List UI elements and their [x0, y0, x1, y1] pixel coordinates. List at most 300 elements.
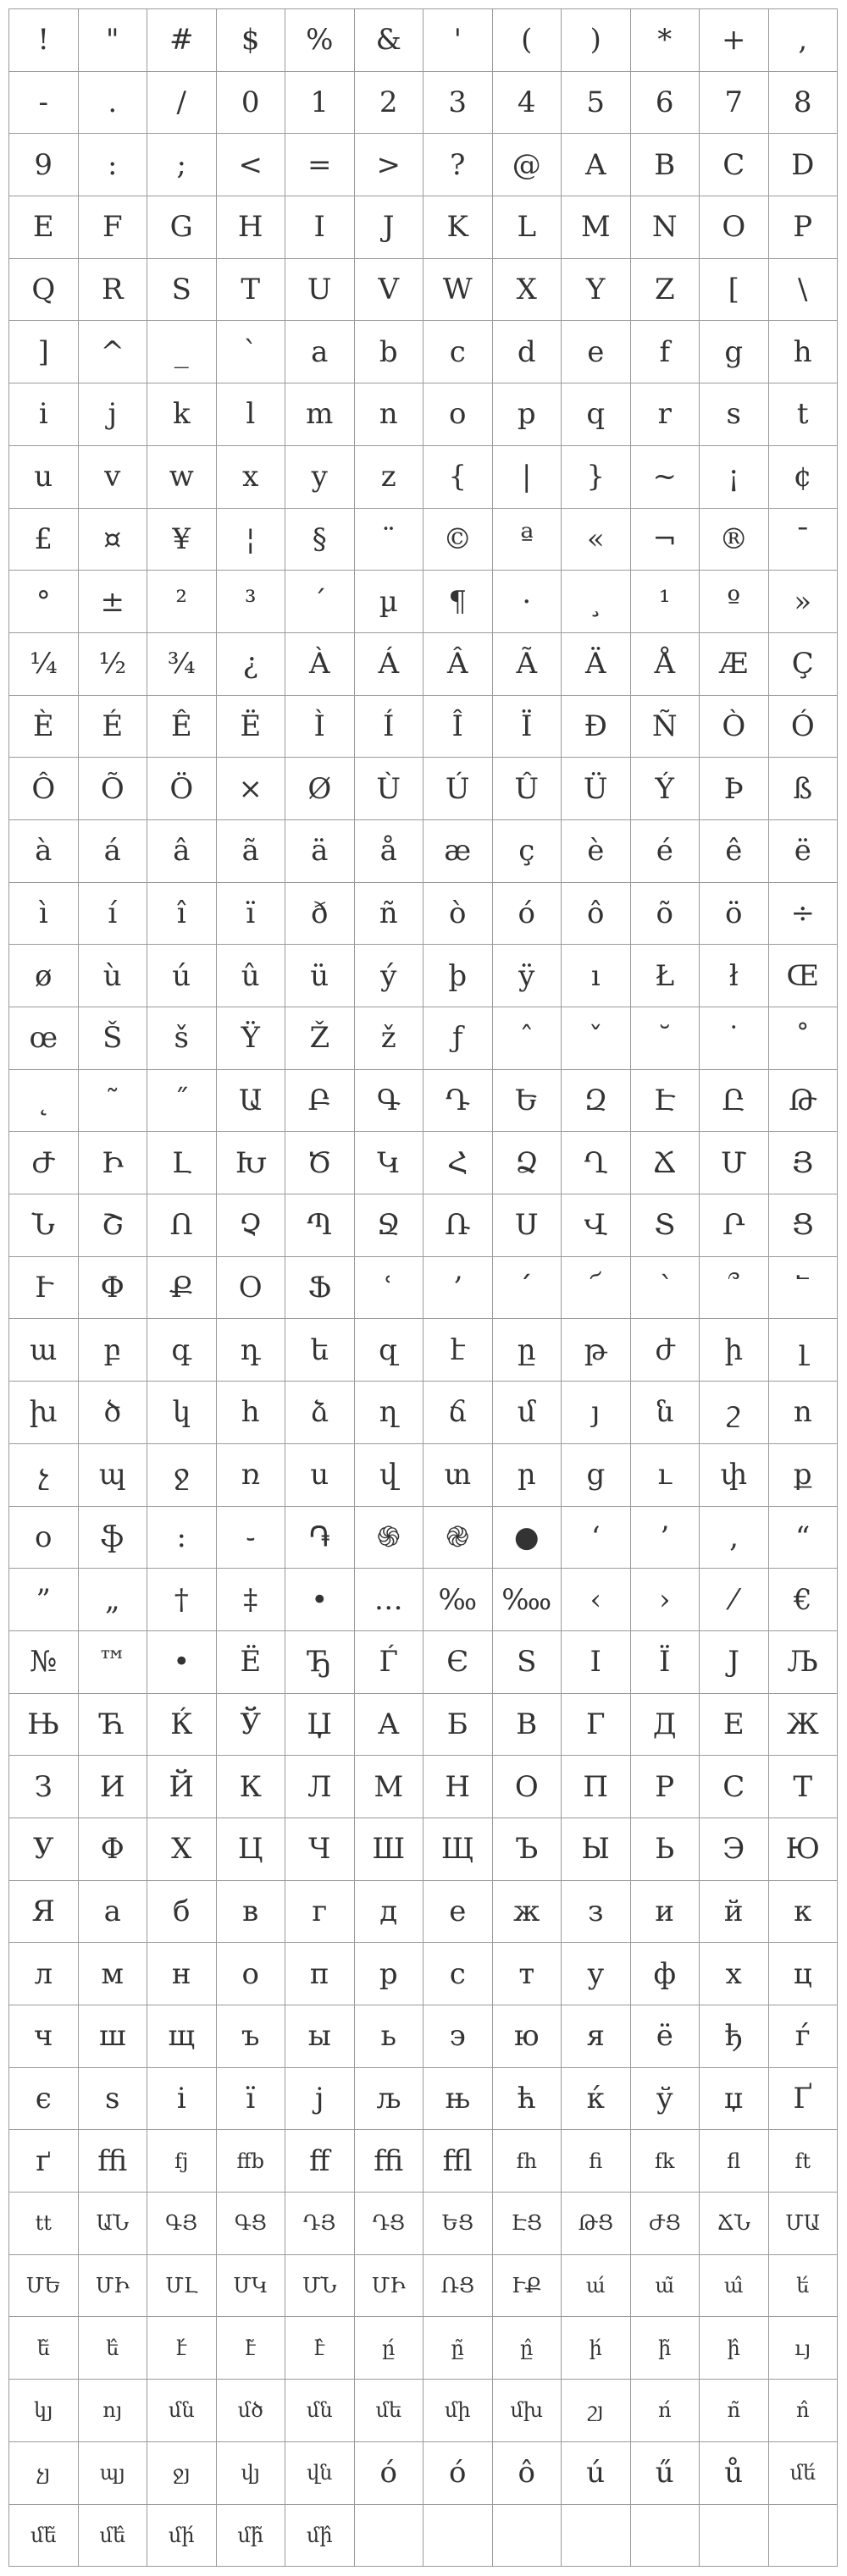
glyph-cell: X [493, 259, 562, 322]
glyph-cell: ˛ [9, 1070, 79, 1133]
glyph-cell: ֏ [285, 1507, 355, 1569]
glyph-cell: Ս [493, 1194, 562, 1257]
glyph-cell: Ի [79, 1132, 148, 1194]
glyph-cell: ž [355, 1007, 424, 1070]
glyph-cell: Ã [493, 633, 562, 696]
glyph-cell: « [562, 509, 631, 571]
glyph-cell: º [700, 571, 769, 633]
glyph-cell: ՒՔ [493, 2255, 562, 2318]
glyph-cell: К [217, 1756, 286, 1818]
glyph-cell: u [9, 446, 79, 509]
glyph-cell: û [217, 945, 286, 1007]
glyph-cell: ´ [285, 571, 355, 633]
glyph-cell: fk [631, 2130, 700, 2193]
glyph-cell: і [147, 2068, 217, 2131]
glyph-cell: ¾ [147, 633, 217, 696]
glyph-cell: M [562, 196, 631, 259]
glyph-cell: 2 [355, 72, 424, 135]
glyph-cell: շյ [562, 2380, 631, 2442]
glyph-cell: ը [493, 1319, 562, 1382]
glyph-cell: И [79, 1756, 148, 1818]
glyph-cell: ՄԱ [769, 2193, 839, 2255]
glyph-cell: Ñ [631, 696, 700, 758]
glyph-cell: ա̂ [700, 2255, 769, 2318]
glyph-cell: " [79, 9, 148, 72]
glyph-cell: ) [562, 9, 631, 72]
glyph-cell: չ [9, 1444, 79, 1507]
glyph-cell: ’ [631, 1507, 700, 1569]
glyph-cell: մի́ [147, 2505, 217, 2568]
glyph-cell: # [147, 9, 217, 72]
glyph-cell: Š [79, 1007, 148, 1070]
glyph-cell: v [79, 446, 148, 509]
glyph-cell: ű [631, 2442, 700, 2505]
glyph-cell: Á [355, 633, 424, 696]
glyph-cell: ï [217, 883, 286, 946]
glyph-cell: փ [700, 1444, 769, 1507]
glyph-cell: “ [769, 1507, 839, 1569]
glyph-cell: f [631, 321, 700, 383]
glyph-cell: Ï [493, 696, 562, 758]
glyph-cell: Ò [700, 696, 769, 758]
glyph-cell: է́ [147, 2317, 217, 2380]
glyph-cell: c [424, 321, 493, 383]
glyph-cell: Է [631, 1070, 700, 1133]
glyph-cell: ե̂ [79, 2317, 148, 2380]
glyph-cell: s [700, 383, 769, 446]
glyph-cell: Ä [562, 633, 631, 696]
glyph-cell: Ы [562, 1818, 631, 1881]
glyph-cell: , [769, 9, 839, 72]
glyph-cell: Պ [285, 1194, 355, 1257]
glyph-cell: է̂ [285, 2317, 355, 2380]
glyph-cell: è [562, 820, 631, 883]
glyph-cell: · [493, 571, 562, 633]
glyph-cell: Բ [285, 1070, 355, 1133]
glyph-cell: ˇ [562, 1007, 631, 1070]
glyph-cell: ђ [700, 2005, 769, 2068]
glyph-cell: ® [700, 509, 769, 571]
glyph-cell: հ [217, 1382, 286, 1444]
glyph-cell: Ո [147, 1194, 217, 1257]
glyph-cell: ‰ [424, 1569, 493, 1631]
glyph-cell: ջյ [147, 2442, 217, 2505]
glyph-cell: 7 [700, 72, 769, 135]
glyph-cell: Г [562, 1694, 631, 1757]
glyph-cell: ֎ [424, 1507, 493, 1569]
glyph-cell: М [355, 1756, 424, 1818]
glyph-cell: J [355, 196, 424, 259]
glyph-cell: ы [285, 2005, 355, 2068]
glyph-cell: ° [9, 571, 79, 633]
glyph-cell: U [285, 259, 355, 322]
glyph-cell: Գ [355, 1070, 424, 1133]
glyph-cell: А [355, 1694, 424, 1757]
glyph-cell: ե̃ [9, 2317, 79, 2380]
glyph-cell: о [217, 1943, 286, 2005]
glyph-cell: Տ [631, 1194, 700, 1257]
glyph-cell: չյ [9, 2442, 79, 2505]
glyph-cell: ¬ [631, 509, 700, 571]
glyph-cell: < [217, 134, 286, 196]
glyph-cell: Ї [631, 1631, 700, 1694]
glyph-cell: պ [79, 1444, 148, 1507]
glyph-cell: È [9, 696, 79, 758]
glyph-cell: Ÿ [217, 1007, 286, 1070]
glyph-cell: զ [355, 1319, 424, 1382]
glyph-cell: щ [147, 2005, 217, 2068]
glyph-cell: … [355, 1569, 424, 1631]
glyph-cell: ¸ [562, 571, 631, 633]
glyph-cell: и [631, 1881, 700, 1944]
glyph-cell: ձ [285, 1382, 355, 1444]
glyph-cell: л [9, 1943, 79, 2005]
glyph-cell: Ù [355, 758, 424, 820]
glyph-cell-empty [631, 2505, 700, 2568]
glyph-cell: Խ [217, 1132, 286, 1194]
glyph-cell: Œ [769, 945, 839, 1007]
glyph-cell: t [769, 383, 839, 446]
glyph-cell: ˝ [147, 1070, 217, 1133]
glyph-cell: r [631, 383, 700, 446]
glyph-cell: Ժ [9, 1132, 79, 1194]
glyph-cell: ԳՑ [217, 2193, 286, 2255]
glyph-cell: ú [147, 945, 217, 1007]
glyph-cell-empty [769, 2505, 839, 2568]
glyph-cell: ﬃ [355, 2130, 424, 2193]
glyph-cell: ո̃ [700, 2380, 769, 2442]
glyph-cell: Ê [147, 696, 217, 758]
glyph-cell: Х [147, 1818, 217, 1881]
glyph-cell: ԹՑ [562, 2193, 631, 2255]
glyph-cell: օ [9, 1507, 79, 1569]
glyph-cell: ¡ [700, 446, 769, 509]
glyph-cell: Ö [147, 758, 217, 820]
glyph-cell: к [769, 1881, 839, 1944]
glyph-cell: ՟ [769, 1257, 839, 1320]
glyph-cell: Є [424, 1631, 493, 1694]
glyph-cell: Ё [217, 1631, 286, 1694]
glyph-cell: / [147, 72, 217, 135]
glyph-cell: ½ [79, 633, 148, 696]
glyph-cell: ջ [147, 1444, 217, 1507]
glyph-cell: Р [631, 1756, 700, 1818]
glyph-cell: Й [147, 1756, 217, 1818]
glyph-cell: - [9, 72, 79, 135]
glyph-cell: ў [631, 2068, 700, 2131]
glyph-cell: թ [562, 1319, 631, 1382]
glyph-cell: а [79, 1881, 148, 1944]
glyph-cell: ( [493, 9, 562, 72]
glyph-cell: þ [424, 945, 493, 1007]
glyph-cell: І [562, 1631, 631, 1694]
glyph-cell: ì [9, 883, 79, 946]
glyph-cell: ԴՑ [355, 2193, 424, 2255]
glyph-cell: ՝ [631, 1257, 700, 1320]
glyph-cell: Ш [355, 1818, 424, 1881]
glyph-cell: ø [9, 945, 79, 1007]
glyph-cell: ը̂ [493, 2317, 562, 2380]
glyph-cell: ՄԻ [355, 2255, 424, 2318]
glyph-cell: կ [147, 1382, 217, 1444]
glyph-cell: tt [9, 2193, 79, 2255]
glyph-cell: m [285, 383, 355, 446]
glyph-cell: 8 [769, 72, 839, 135]
glyph-cell: ú [562, 2442, 631, 2505]
glyph-cell: ւյ [769, 2317, 839, 2380]
glyph-cell: ՄՆ [285, 2255, 355, 2318]
glyph-cell: ² [147, 571, 217, 633]
glyph-cell: o [424, 383, 493, 446]
glyph-cell: % [285, 9, 355, 72]
glyph-cell: ™ [79, 1631, 148, 1694]
glyph-cell: õ [631, 883, 700, 946]
glyph-cell: ՄԼ [147, 2255, 217, 2318]
glyph-cell: i [9, 383, 79, 446]
glyph-cell: ը̃ [424, 2317, 493, 2380]
glyph-cell: շ [700, 1382, 769, 1444]
glyph-cell: î [147, 883, 217, 946]
glyph-cell: ծ [79, 1382, 148, 1444]
glyph-cell: վ [355, 1444, 424, 1507]
glyph-cell: 1 [285, 72, 355, 135]
glyph-cell: } [562, 446, 631, 509]
glyph-cell: ^ [79, 321, 148, 383]
glyph-cell: ç [493, 820, 562, 883]
glyph-cell: П [562, 1756, 631, 1818]
glyph-cell: ե́ [769, 2255, 839, 2318]
glyph-cell: В [493, 1694, 562, 1757]
glyph-cell: Զ [562, 1070, 631, 1133]
glyph-cell: » [769, 571, 839, 633]
glyph-cell: Ø [285, 758, 355, 820]
glyph-cell: ա [9, 1319, 79, 1382]
glyph-cell: x [217, 446, 286, 509]
glyph-cell: ÿ [493, 945, 562, 1007]
glyph-cell: մ [493, 1382, 562, 1444]
glyph-cell: G [147, 196, 217, 259]
glyph-cell: յ [562, 1382, 631, 1444]
glyph-cell: ոյ [79, 2380, 148, 2442]
glyph-cell: C [700, 134, 769, 196]
glyph-cell: ﬃ [79, 2130, 148, 2193]
glyph-cell: ¯ [769, 509, 839, 571]
glyph-grid [8, 8, 838, 2567]
glyph-cell: я [562, 2005, 631, 2068]
glyph-cell: Ó [769, 696, 839, 758]
glyph-cell: Љ [769, 1631, 839, 1694]
glyph-cell: ˜ [79, 1070, 148, 1133]
glyph-cell: է [424, 1319, 493, 1382]
glyph-cell: с [424, 1943, 493, 2005]
glyph-cell: E [9, 196, 79, 259]
glyph-cell: ղ [355, 1382, 424, 1444]
glyph-cell: ; [147, 134, 217, 196]
glyph-cell: à [9, 820, 79, 883]
glyph-cell: ч [9, 2005, 79, 2068]
glyph-cell: * [631, 9, 700, 72]
glyph-cell: ⁄ [700, 1569, 769, 1631]
glyph-cell: [ [700, 259, 769, 322]
glyph-cell: í [79, 883, 148, 946]
glyph-cell: Е [700, 1694, 769, 1757]
glyph-cell: ” [9, 1569, 79, 1631]
glyph-cell: ъ [217, 2005, 286, 2068]
glyph-cell: Ձ [493, 1132, 562, 1194]
glyph-cell: $ [217, 9, 286, 72]
glyph-cell: Փ [79, 1257, 148, 1320]
glyph-cell: ՄԵ [9, 2255, 79, 2318]
glyph-cell: ։ [147, 1507, 217, 1569]
glyph-cell: լ [769, 1319, 839, 1382]
glyph-cell: ի̃ [631, 2317, 700, 2380]
glyph-cell: { [424, 446, 493, 509]
glyph-cell: A [562, 134, 631, 196]
glyph-cell: Ë [217, 696, 286, 758]
glyph-cell: Þ [700, 758, 769, 820]
glyph-cell: м [79, 1943, 148, 2005]
glyph-cell: é [631, 820, 700, 883]
glyph-cell: ց [562, 1444, 631, 1507]
glyph-cell: Ц [217, 1818, 286, 1881]
glyph-cell: ü [285, 945, 355, 1007]
glyph-cell: O [700, 196, 769, 259]
glyph-cell: ԺՑ [631, 2193, 700, 2255]
glyph-cell: ¦ [217, 509, 286, 571]
glyph-cell: ˚ [769, 1007, 839, 1070]
glyph-cell: Õ [79, 758, 148, 820]
glyph-cell: å [355, 820, 424, 883]
glyph-cell: Ú [424, 758, 493, 820]
glyph-cell: Դ [424, 1070, 493, 1133]
glyph-cell: æ [424, 820, 493, 883]
glyph-cell: ‱ [493, 1569, 562, 1631]
glyph-cell: Ў [217, 1694, 286, 1757]
glyph-cell: ь [355, 2005, 424, 2068]
glyph-cell: ı [562, 945, 631, 1007]
glyph-cell: ¿ [217, 633, 286, 696]
glyph-cell: ј [285, 2068, 355, 2131]
glyph-cell: ﬀ [285, 2130, 355, 2193]
glyph-cell: ß [769, 758, 839, 820]
glyph-cell: . [79, 72, 148, 135]
glyph-cell: ó [493, 883, 562, 946]
glyph-cell: ՌՑ [424, 2255, 493, 2318]
glyph-cell: À [285, 633, 355, 696]
glyph-cell: մի̃ [217, 2505, 286, 2568]
glyph-cell: 6 [631, 72, 700, 135]
glyph-cell: Ѕ [493, 1631, 562, 1694]
glyph-cell: Ա [217, 1070, 286, 1133]
glyph-cell: з [562, 1881, 631, 1944]
glyph-cell: ¼ [9, 633, 79, 696]
glyph-cell-empty [700, 2505, 769, 2568]
glyph-cell: Њ [9, 1694, 79, 1757]
glyph-cell: Ր [700, 1194, 769, 1257]
glyph-cell: Ъ [493, 1818, 562, 1881]
glyph-cell: З [9, 1756, 79, 1818]
glyph-cell: ÷ [769, 883, 839, 946]
glyph-cell: 9 [9, 134, 79, 196]
glyph-cell: б [147, 1881, 217, 1944]
glyph-cell: ¥ [147, 509, 217, 571]
glyph-cell: ã [217, 820, 286, 883]
glyph-cell: ք [769, 1444, 839, 1507]
glyph-cell: վյ [217, 2442, 286, 2505]
glyph-cell: ж [493, 1881, 562, 1944]
glyph-cell: ¶ [424, 571, 493, 633]
glyph-cell: Н [424, 1756, 493, 1818]
glyph-cell: ﬀb [217, 2130, 286, 2193]
glyph-cell: h [769, 321, 839, 383]
glyph-cell: µ [355, 571, 424, 633]
glyph-cell-empty [493, 2505, 562, 2568]
glyph-cell: † [147, 1569, 217, 1631]
glyph-cell: պյ [79, 2442, 148, 2505]
glyph-cell: ћ [493, 2068, 562, 2131]
glyph-cell: d [493, 321, 562, 383]
glyph-cell: ՄԻ [79, 2255, 148, 2318]
glyph-cell: I [285, 196, 355, 259]
glyph-cell: ֊ [217, 1507, 286, 1569]
glyph-cell: ô [562, 883, 631, 946]
glyph-cell: T [217, 259, 286, 322]
glyph-cell: : [79, 134, 148, 196]
glyph-cell: կյ [9, 2380, 79, 2442]
glyph-cell: fj [147, 2130, 217, 2193]
glyph-cell: С [700, 1756, 769, 1818]
glyph-cell: = [285, 134, 355, 196]
glyph-cell: ս [285, 1444, 355, 1507]
glyph-cell: n [355, 383, 424, 446]
glyph-cell: Î [424, 696, 493, 758]
glyph-cell: ժ [631, 1319, 700, 1382]
glyph-cell: ö [700, 883, 769, 946]
glyph-cell: l [217, 383, 286, 446]
glyph-cell: & [355, 9, 424, 72]
glyph-cell: ԱՆ [79, 2193, 148, 2255]
glyph-cell: ՜ [562, 1257, 631, 1320]
glyph-cell: վն [285, 2442, 355, 2505]
glyph-cell: մե̃ [9, 2505, 79, 2568]
glyph-cell: խ [9, 1382, 79, 1444]
glyph-cell: Å [631, 633, 700, 696]
glyph-cell: £ [9, 509, 79, 571]
glyph-cell: ё [631, 2005, 700, 2068]
glyph-cell: | [493, 446, 562, 509]
glyph-cell: p [493, 383, 562, 446]
glyph-cell: ä [285, 820, 355, 883]
glyph-cell: Ђ [285, 1631, 355, 1694]
glyph-cell: ֍ [355, 1507, 424, 1569]
glyph-cell: ê [700, 820, 769, 883]
glyph-cell: Ì [285, 696, 355, 758]
glyph-cell: K [424, 196, 493, 259]
glyph-cell: Д [631, 1694, 700, 1757]
glyph-cell: ¤ [79, 509, 148, 571]
glyph-cell: ó [355, 2442, 424, 2505]
glyph-cell: „ [79, 1569, 148, 1631]
glyph-cell: ш [79, 2005, 148, 2068]
glyph-cell: Â [424, 633, 493, 696]
glyph-cell: Ռ [424, 1194, 493, 1257]
glyph-cell: L [493, 196, 562, 259]
glyph-cell: ‹ [562, 1569, 631, 1631]
glyph-cell: Ю [769, 1818, 839, 1881]
glyph-cell: в [217, 1881, 286, 1944]
glyph-cell: ճ [424, 1382, 493, 1444]
glyph-cell: մի̂ [285, 2505, 355, 2568]
